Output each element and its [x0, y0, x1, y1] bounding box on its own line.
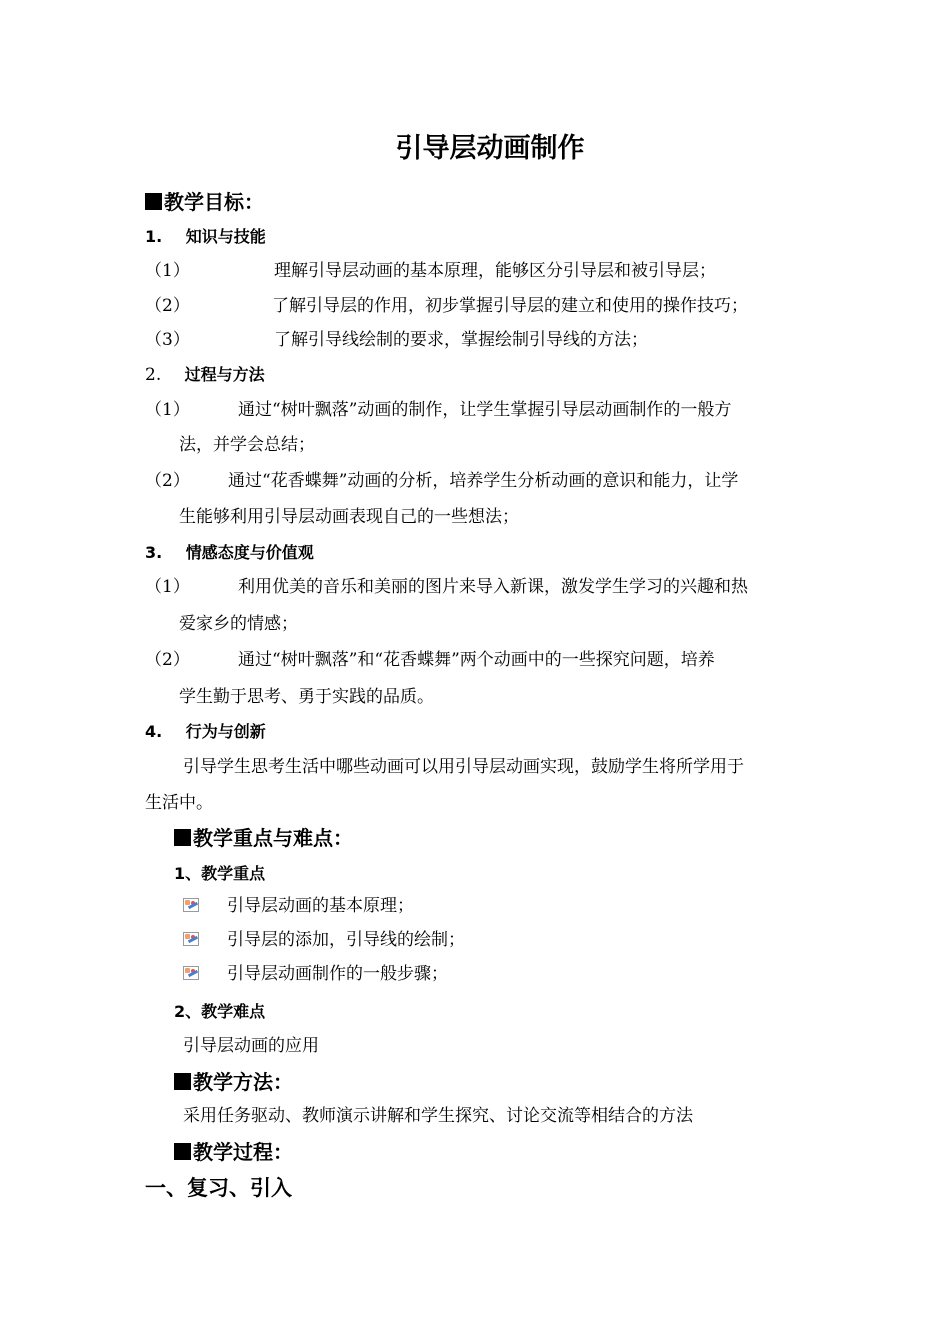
emotion-item-2-line1: 通过“树叶飘落”和“花香蝶舞”两个动画中的一些探究问题，培养: [238, 650, 715, 670]
behavior-heading-label: 行为与创新: [185, 722, 266, 741]
knowledge-item-3-number: （3）: [145, 330, 190, 350]
square-bullet-icon: [174, 829, 191, 846]
process-heading: [145, 364, 265, 386]
section-objectives-heading: [145, 189, 264, 215]
image-bullet-icon: [183, 966, 199, 980]
method-text: 采用任务驱动、教师演示讲解和学生探究、讨论交流等相结合的方法: [183, 1106, 693, 1126]
process-item-1-line1: 通过“树叶飘落”动画的制作，让学生掌握引导层动画制作的一般方: [238, 400, 732, 420]
emotion-item-2-line2: 学生勤于思考、勇于实践的品质。: [179, 687, 434, 707]
behavior-line2: 生活中。: [145, 793, 213, 813]
emotion-item-1-line2: 爱家乡的情感；: [179, 614, 298, 634]
knowledge-item-1-number: （1）: [145, 261, 190, 281]
emotion-heading-label: 情感态度与价值观: [185, 543, 314, 562]
difficulty-heading: 2、教学难点: [174, 1002, 266, 1021]
image-bullet-icon: [183, 932, 199, 946]
key-points-heading: 1、教学重点: [174, 864, 266, 883]
process-item-1-line2: 法，并学会总结；: [179, 435, 315, 455]
behavior-heading-number: 4.: [145, 722, 163, 741]
square-bullet-icon: [174, 1143, 191, 1160]
section-method-label: 教学方法：: [193, 1070, 293, 1094]
process-item-2-line2: 生能够利用引导层动画表现自己的一些想法；: [179, 507, 519, 527]
knowledge-heading-label: 知识与技能: [185, 227, 266, 246]
image-bullet-icon: [183, 898, 199, 912]
emotion-item-1-number: （1）: [145, 577, 190, 597]
process-item-2-number: （2）: [145, 471, 190, 491]
emotion-heading: [145, 542, 314, 564]
knowledge-item-1-text: 理解引导层动画的基本原理，能够区分引导层和被引导层；: [274, 261, 716, 281]
process-heading-label: 过程与方法: [184, 365, 265, 384]
difficulty-text: 引导层动画的应用: [183, 1036, 319, 1056]
section-process-heading: [174, 1139, 293, 1165]
behavior-heading: [145, 721, 266, 743]
process-item-2-line1: 通过“花香蝶舞”动画的分析，培养学生分析动画的意识和能力，让学: [228, 471, 739, 491]
section-key-heading: [174, 825, 353, 851]
section-objectives-label: 教学目标：: [164, 190, 264, 214]
emotion-item-1-line1: 利用优美的音乐和美丽的图片来导入新课，激发学生学习的兴趣和热: [238, 577, 748, 597]
knowledge-item-2-text: 了解引导层的作用，初步掌握引导层的建立和使用的操作技巧；: [272, 296, 748, 316]
square-bullet-icon: [145, 193, 162, 210]
section-process-label: 教学过程：: [193, 1140, 293, 1164]
section-method-heading: [174, 1069, 293, 1095]
knowledge-item-2-number: （2）: [145, 296, 190, 316]
knowledge-heading-number: 1.: [145, 227, 163, 246]
square-bullet-icon: [174, 1073, 191, 1090]
process-heading-number: 2.: [145, 365, 162, 385]
document-title: 引导层动画制作: [395, 133, 585, 164]
key-point-3: 引导层动画制作的一般步骤；: [227, 964, 448, 984]
knowledge-heading: [145, 226, 266, 248]
part-one-heading: 一、复习、引入: [145, 1176, 292, 1200]
key-point-1: 引导层动画的基本原理；: [227, 896, 414, 916]
emotion-item-2-number: （2）: [145, 650, 190, 670]
knowledge-item-3-text: 了解引导线绘制的要求，掌握绘制引导线的方法；: [274, 330, 648, 350]
section-key-label: 教学重点与难点：: [193, 826, 353, 850]
key-point-2: 引导层的添加，引导线的绘制；: [227, 930, 465, 950]
behavior-line1: 引导学生思考生活中哪些动画可以用引导层动画实现，鼓励学生将所学用于: [183, 757, 744, 777]
emotion-heading-number: 3.: [145, 543, 163, 562]
process-item-1-number: （1）: [145, 400, 190, 420]
